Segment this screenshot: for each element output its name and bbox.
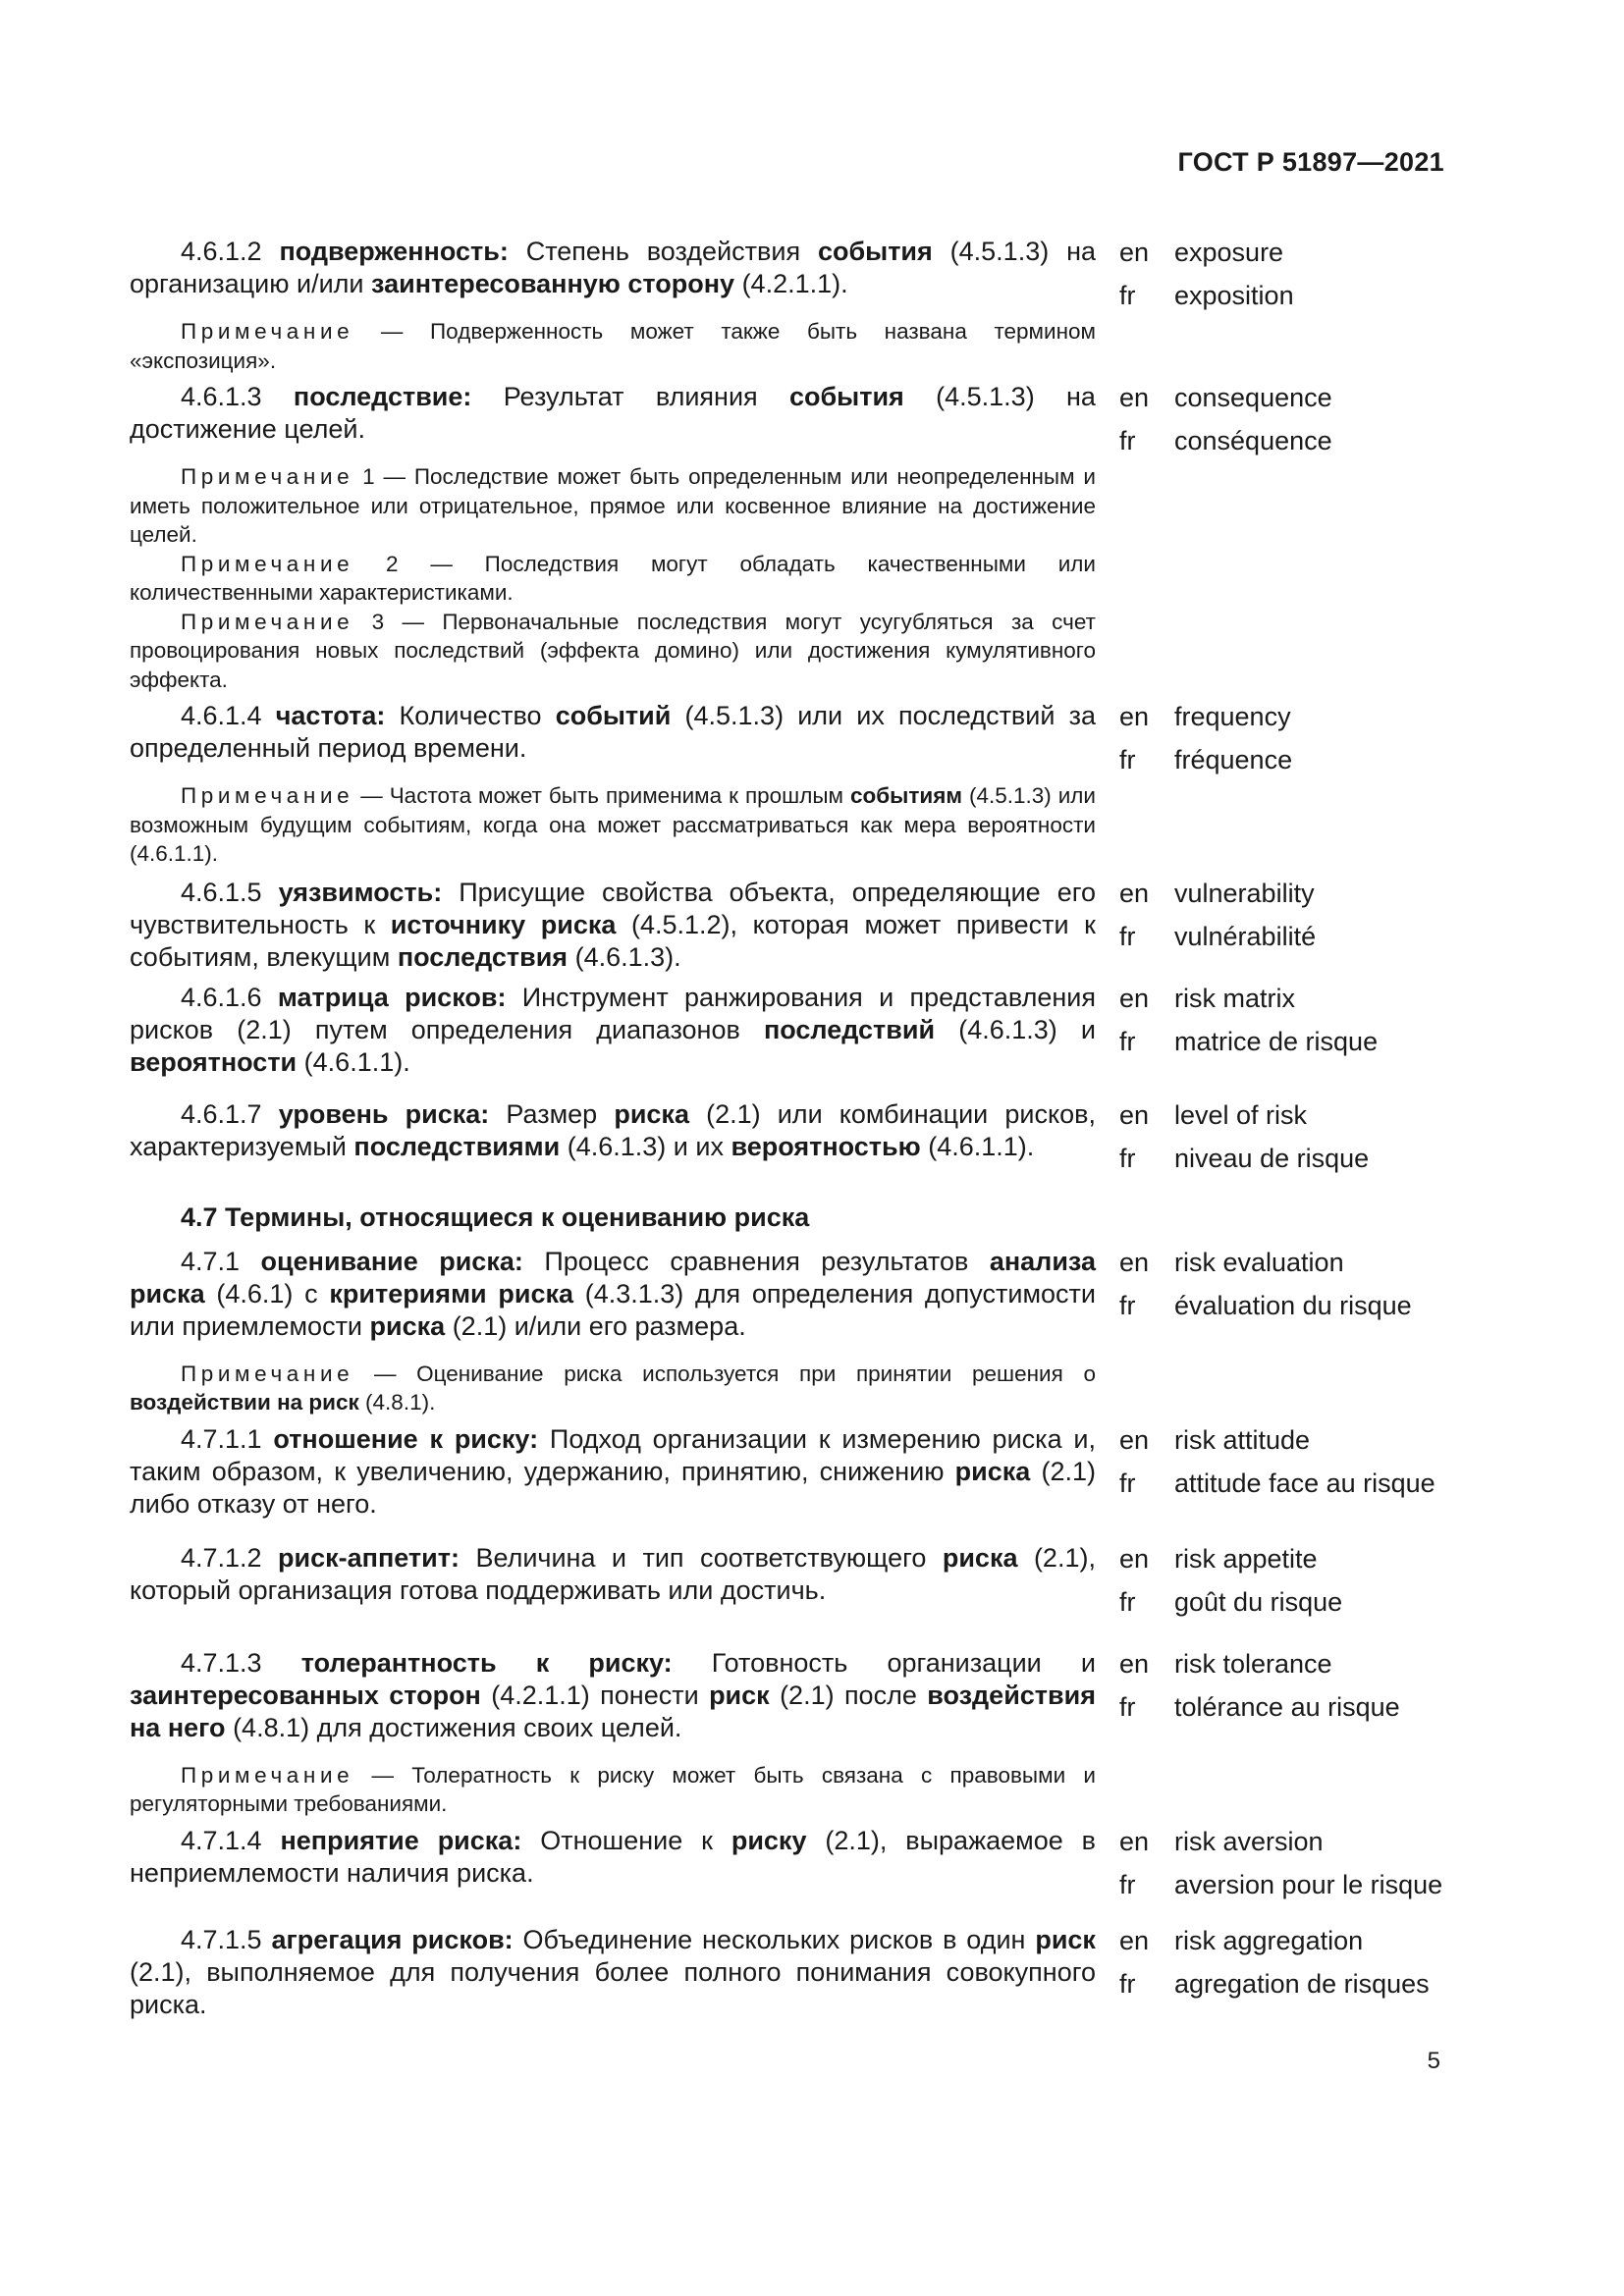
- note: Примечание — Подверженность может также быть названа термином «экспозиция».: [130, 319, 1096, 373]
- term-en: level of risk: [1174, 1099, 1308, 1130]
- document-code: ГОСТ Р 51897—2021: [1177, 147, 1444, 177]
- term-en: risk attitude: [1174, 1424, 1311, 1455]
- term-en: consequence: [1174, 383, 1332, 412]
- entry-4-6-1-4: 4.6.1.4 частота: Количество событий (4.5.1.3) или их последствий за определенный период времени. Примечание — Частота может быть применима к прошлым событиям (4.5.1.3) или возможным будущим событиям, когда она может рассматриваться как мера вероятности (4.6.1.1). en frequency fr fréquence: [130, 700, 1445, 869]
- entry-4-7-1-2: 4.7.1.2 риск-аппетит: Величина и тип соответствующего риска (2.1), который организация готова поддерживать или достичь. en risk appetite fr goût du risque: [130, 1542, 1445, 1624]
- entry-4-6-1-2: 4.6.1.2 подверженность: Степень воздействия события (4.5.1.3) на организацию и/или заинтересованную сторону (4.2.1.1). Примечание — Подверженность может также быть названа термином «экспозиция». en exposure fr exposition: [130, 236, 1445, 375]
- page-number: 5: [1427, 2048, 1440, 2074]
- term-translations: en risk evaluation fr évaluation du risque: [1119, 1246, 1443, 1417]
- entry-4-6-1-6: 4.6.1.6 матрица рисков: Инструмент ранжирования и представления рисков (2.1) путем определения диапазонов последствий (4.6.1.3) и вероятности (4.6.1.1). en risk matrix fr matrice de risque: [130, 982, 1445, 1079]
- note: Примечание — Толератность к риску может быть связана с правовыми и регуляторными требованиями.: [130, 1762, 1096, 1816]
- term-en: risk matrix: [1174, 983, 1295, 1013]
- term-translations: en risk aversion fr aversion pour le risque: [1119, 1825, 1443, 1906]
- term-translations: en exposure fr exposition: [1119, 236, 1443, 375]
- entry-4-6-1-3: 4.6.1.3 последствие: Результат влияния события (4.5.1.3) на достижение целей. Примечание 1 — Последствие может быть определенным или неопределенным и иметь положительное или отрицательное, прямое или косвенное влияние на достижение целей. Примечание 2 — Последствия могут обладать качественными или количественными характеристиками. Примечание 3 — Первоначальные последствия могут усугубляться за счет провоцирования новых последствий (эффекта домино) или достижения кумулятивного эффекта. en consequence fr conséquence: [130, 381, 1445, 694]
- term-fr: tolérance au risque: [1174, 1691, 1400, 1722]
- term-translations: en level of risk fr niveau de risque: [1119, 1098, 1443, 1180]
- term-fr: exposition: [1174, 281, 1294, 310]
- term-translations: en risk appetite fr goût du risque: [1119, 1542, 1443, 1624]
- entry-4-7-1-5: 4.7.1.5 агрегация рисков: Объединение нескольких рисков в один риск (2.1), выполняемое для получения более полного понимания совокупного риска. en risk aggregation fr agregation de risques: [130, 1924, 1445, 2021]
- note: Примечание — Оценивание риска используется при принятии решения о воздействии на риск (4.8.1).: [130, 1361, 1096, 1415]
- term-en: exposure: [1174, 238, 1284, 267]
- term-translations: en frequency fr fréquence: [1119, 700, 1443, 869]
- entry-4-7-1-1: 4.7.1.1 отношение к риску: Подход организации к измерению риска и, таким образом, к увеличению, удержанию, принятию, снижению риска (2.1) либо отказу от него. en risk attitude fr attitude face au risque: [130, 1423, 1445, 1521]
- term-fr: attitude face au risque: [1174, 1468, 1435, 1498]
- term-en: frequency: [1174, 702, 1291, 731]
- term-translations: en vulnerability fr vulnérabilité: [1119, 877, 1443, 974]
- term-fr: vulnérabilité: [1174, 921, 1317, 951]
- note: Примечание 2 — Последствия могут обладать качественными или количественными характеристиками.: [130, 551, 1096, 605]
- term-en: risk aggregation: [1174, 1925, 1364, 1955]
- term-fr: matrice de risque: [1174, 1026, 1379, 1056]
- term-fr: agregation de risques: [1174, 1968, 1430, 1999]
- term-translations: en risk tolerance fr tolérance au risque: [1119, 1647, 1443, 1819]
- term-translations: en risk aggregation fr agregation de risques: [1119, 1924, 1443, 2021]
- section-heading-4-7: 4.7 Термины, относящиеся к оцениванию риска: [181, 1201, 810, 1232]
- note: Примечание — Частота может быть применима к прошлым событиям (4.5.1.3) или возможным будущим событиям, когда она может рассматриваться как мера вероятности (4.6.1.1).: [130, 783, 1096, 866]
- term-fr: aversion pour le risque: [1174, 1869, 1443, 1899]
- entry-4-7-1-4: 4.7.1.4 неприятие риска: Отношение к риску (2.1), выражаемое в неприемлемости наличия риска. en risk aversion fr aversion pour le risque: [130, 1825, 1445, 1906]
- term-fr: niveau de risque: [1174, 1143, 1370, 1173]
- term-translations: en risk attitude fr attitude face au risque: [1119, 1423, 1443, 1521]
- term-en: risk aversion: [1174, 1826, 1324, 1856]
- terms-content: [130, 236, 1445, 2021]
- term-en: vulnerability: [1174, 878, 1315, 908]
- term-en: risk appetite: [1174, 1543, 1318, 1574]
- note: Примечание 1 — Последствие может быть определенным или неопределенным и иметь положительное или отрицательное, прямое или косвенное влияние на достижение целей.: [130, 464, 1096, 547]
- term-fr: conséquence: [1174, 426, 1332, 455]
- term-fr: fréquence: [1174, 745, 1293, 774]
- term-fr: évaluation du risque: [1174, 1290, 1412, 1320]
- term-en: risk tolerance: [1174, 1648, 1332, 1679]
- term-translations: en consequence fr conséquence: [1119, 381, 1443, 694]
- term-fr: goût du risque: [1174, 1586, 1343, 1617]
- entry-4-7-1-3: 4.7.1.3 толерантность к риску: Готовность организации и заинтересованных сторон (4.2.1.1) понести риск (2.1) после воздействия на него (4.8.1) для достижения своих целей. Примечание — Толератность к риску может быть связана с правовыми и регуляторными требованиями. en risk tolerance fr tolérance au risque: [130, 1647, 1445, 1819]
- term-en: risk evaluation: [1174, 1247, 1344, 1277]
- entry-4-6-1-5: 4.6.1.5 уязвимость: Присущие свойства объекта, определяющие его чувствительность к источнику риска (4.5.1.2), которая может привести к событиям, влекущим последствия (4.6.1.3). en vulnerability fr vulnérabilité: [130, 877, 1445, 974]
- entry-4-6-1-7: 4.6.1.7 уровень риска: Размер риска (2.1) или комбинации рисков, характеризуемый последствиями (4.6.1.3) и их вероятностью (4.6.1.1). en level of risk fr niveau de risque: [130, 1098, 1445, 1180]
- entry-4-7-1: 4.7.1 оценивание риска: Процесс сравнения результатов анализа риска (4.6.1) с критериями риска (4.3.1.3) для определения допустимости или приемлемости риска (2.1) и/или его размера. Примечание — Оценивание риска используется при принятии решения о воздействии на риск (4.8.1). en risk evaluation fr évaluation du risque: [130, 1246, 1445, 1417]
- term-translations: en risk matrix fr matrice de risque: [1119, 982, 1443, 1079]
- note: Примечание 3 — Первоначальные последствия могут усугубляться за счет провоцирования новых последствий (эффекта домино) или достижения кумулятивного эффекта.: [130, 609, 1096, 692]
